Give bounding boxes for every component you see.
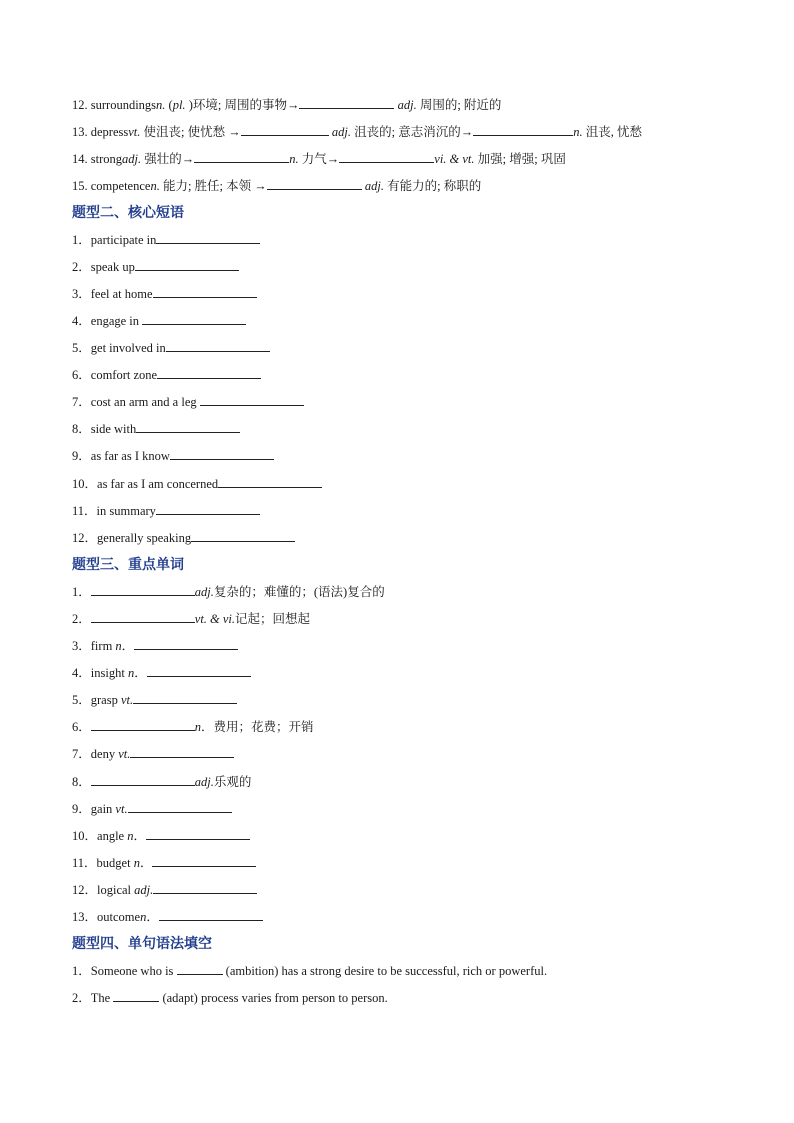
- sentence-end: (ambition) has a strong desire to be successful, rich or powerful.: [222, 964, 548, 979]
- punctuation: ．: [121, 639, 135, 654]
- answer-blank[interactable]: [241, 122, 329, 136]
- part-of-speech: adj.: [331, 124, 351, 139]
- item-number: 1．: [72, 584, 91, 599]
- item-number: 2．: [72, 259, 91, 274]
- item-number: 4．: [72, 313, 91, 328]
- part-of-speech: adj.: [397, 98, 417, 112]
- list-item: [72, 796, 732, 823]
- phrase: speak up: [90, 259, 135, 274]
- punctuation: ．: [146, 910, 159, 924]
- answer-blank[interactable]: [91, 582, 195, 596]
- item-number: 7．: [72, 747, 91, 762]
- meaning: 复杂的；难懂的；(语法)复合的: [213, 584, 385, 599]
- item-number: 8．: [72, 422, 91, 437]
- answer-blank[interactable]: [130, 744, 234, 758]
- answer-blank[interactable]: [170, 446, 274, 460]
- part-of-speech: n.: [156, 98, 166, 112]
- punctuation: ．: [134, 666, 147, 681]
- answer-blank[interactable]: [159, 907, 263, 921]
- answer-blank[interactable]: [91, 609, 195, 623]
- meaning: 沮丧, 忧愁: [582, 124, 642, 139]
- list-item: [72, 471, 732, 498]
- word-item-depress: [72, 119, 732, 146]
- item-number: 7．: [72, 395, 91, 410]
- paren-close: ): [185, 98, 193, 112]
- word: angle: [97, 828, 125, 843]
- grammar-fill-list: [72, 958, 732, 1012]
- item-number: 6．: [72, 368, 91, 383]
- part-of-speech: n: [194, 720, 202, 735]
- word: gain: [90, 801, 113, 816]
- punctuation: ．: [133, 828, 146, 843]
- item-number: 12．: [72, 882, 98, 897]
- word: insight: [90, 666, 125, 681]
- key-word-list: [72, 579, 732, 931]
- list-item: [72, 714, 732, 741]
- meaning: 记起；回想起: [235, 611, 311, 626]
- word: grasp: [90, 693, 118, 708]
- list-item: [72, 254, 732, 281]
- answer-blank[interactable]: [147, 663, 251, 677]
- answer-blank[interactable]: [152, 853, 256, 867]
- list-item: [72, 525, 732, 552]
- item-number: 3．: [72, 286, 91, 301]
- meaning: 加强; 增强; 巩固: [474, 151, 566, 166]
- list-item: [72, 281, 732, 308]
- list-item: [72, 904, 732, 931]
- answer-blank[interactable]: [299, 95, 394, 109]
- part-of-speech: vt.: [120, 693, 134, 708]
- part-of-speech: n: [133, 855, 140, 870]
- word: surroundings: [90, 98, 157, 112]
- item-number: 10．: [72, 476, 98, 491]
- list-item: [72, 335, 732, 362]
- word-item-surroundings: [72, 92, 732, 119]
- answer-blank[interactable]: [166, 338, 270, 352]
- answer-blank[interactable]: [177, 961, 223, 975]
- item-number: 13.: [72, 124, 88, 139]
- item-number: 2．: [72, 611, 91, 626]
- item-number: 2．: [72, 991, 91, 1006]
- part-of-speech: adj.: [194, 584, 214, 599]
- list-item: [72, 362, 732, 389]
- answer-blank[interactable]: [191, 528, 295, 542]
- meaning: ．费用；花费；开销: [201, 720, 314, 735]
- list-item: [72, 985, 732, 1012]
- item-number: 5．: [72, 693, 91, 708]
- phrase-list: [72, 227, 732, 552]
- part-of-speech: adj.: [134, 882, 154, 897]
- list-item: [72, 498, 732, 525]
- item-number: 3．: [72, 639, 91, 654]
- word: competence: [90, 178, 151, 193]
- item-number: 11．: [72, 503, 97, 518]
- answer-blank[interactable]: [146, 826, 250, 840]
- phrase: cost an arm and a leg: [90, 395, 200, 410]
- item-number: 8．: [72, 774, 91, 789]
- word-derivation-list: [72, 92, 732, 200]
- word-item-strong: [72, 146, 732, 173]
- meaning: 环境; 周围的事物→: [192, 98, 300, 112]
- section-heading-phrases: 题型二、核心短语: [72, 204, 184, 221]
- phrase: generally speaking: [97, 530, 192, 545]
- item-number: 1．: [72, 964, 91, 979]
- meaning: 沮丧的; 意志消沉的→: [351, 124, 474, 139]
- item-number: 15.: [72, 178, 88, 193]
- answer-blank[interactable]: [153, 284, 257, 298]
- item-number: 12．: [72, 530, 98, 545]
- list-item: [72, 416, 732, 443]
- list-item: [72, 850, 732, 877]
- phrase: feel at home: [90, 286, 153, 301]
- answer-blank[interactable]: [153, 880, 257, 894]
- part-of-speech: vi. & vt.: [434, 151, 475, 166]
- phrase: in summary: [96, 503, 156, 518]
- item-number: 9．: [72, 801, 91, 816]
- sentence-start: Someone who is: [90, 964, 177, 979]
- answer-blank[interactable]: [156, 501, 260, 515]
- part-of-speech: n.: [289, 151, 299, 166]
- phrase: side with: [90, 422, 137, 437]
- meaning: 力气→: [301, 151, 340, 166]
- answer-blank[interactable]: [194, 149, 289, 163]
- phrase: as far as I know: [90, 449, 170, 464]
- answer-blank[interactable]: [135, 257, 239, 271]
- worksheet-page: [72, 92, 732, 1012]
- part-of-speech: adj.: [122, 151, 142, 166]
- phrase: get involved in: [90, 341, 166, 356]
- answer-blank[interactable]: [142, 311, 246, 325]
- list-item: [72, 877, 732, 904]
- list-item: [72, 443, 732, 470]
- punctuation: ．: [139, 855, 153, 870]
- phrase: engage in: [90, 313, 143, 328]
- list-item: [72, 579, 732, 606]
- sentence-start: The: [90, 991, 114, 1006]
- section-heading-grammar-fill: 题型四、单句语法填空: [72, 936, 212, 953]
- answer-blank[interactable]: [133, 690, 237, 704]
- plural-marker: pl.: [172, 98, 186, 112]
- meaning: 乐观的: [213, 774, 252, 789]
- word: strong: [90, 151, 122, 166]
- list-item: [72, 741, 732, 768]
- list-item: [72, 606, 732, 633]
- item-number: 11．: [72, 855, 97, 870]
- item-number: 12.: [72, 98, 88, 112]
- answer-blank[interactable]: [91, 717, 195, 731]
- list-item: [72, 308, 732, 335]
- answer-blank[interactable]: [157, 365, 261, 379]
- answer-blank[interactable]: [218, 474, 322, 488]
- answer-blank[interactable]: [128, 799, 232, 813]
- answer-blank[interactable]: [136, 419, 240, 433]
- part-of-speech: n.: [573, 124, 583, 139]
- word: outcome: [97, 910, 141, 924]
- answer-blank[interactable]: [200, 392, 304, 406]
- part-of-speech: n.: [150, 178, 160, 193]
- word: budget: [96, 855, 131, 870]
- list-item: [72, 769, 732, 796]
- answer-blank[interactable]: [267, 176, 362, 190]
- list-item: [72, 227, 732, 254]
- list-item: [72, 633, 732, 660]
- answer-blank[interactable]: [339, 149, 434, 163]
- answer-blank[interactable]: [134, 636, 238, 650]
- item-number: 5．: [72, 341, 91, 356]
- list-item: [72, 389, 732, 416]
- item-number: 13．: [72, 910, 98, 924]
- part-of-speech: n: [140, 910, 147, 924]
- phrase: participate in: [90, 232, 157, 247]
- part-of-speech: n: [127, 828, 134, 843]
- word: logical: [97, 882, 132, 897]
- word: deny: [90, 747, 116, 762]
- part-of-speech: adj.: [364, 178, 384, 193]
- word: depress: [90, 124, 129, 139]
- section-heading-key-words: 题型三、重点单词: [72, 556, 184, 573]
- part-of-speech: vt. & vi.: [194, 611, 236, 626]
- answer-blank[interactable]: [473, 122, 573, 136]
- meaning: 使沮丧; 使忧愁 →: [140, 124, 241, 139]
- meaning: 有能力的; 称职的: [384, 178, 482, 193]
- meaning: 强壮的→: [141, 151, 195, 166]
- part-of-speech: vt.: [115, 801, 128, 816]
- answer-blank[interactable]: [156, 230, 260, 244]
- answer-blank[interactable]: [113, 988, 159, 1002]
- item-number: 1．: [72, 232, 91, 247]
- item-number: 6．: [72, 720, 91, 735]
- item-number: 4．: [72, 666, 91, 681]
- word-item-competence: [72, 173, 732, 200]
- part-of-speech: n: [115, 639, 122, 654]
- phrase: comfort zone: [90, 368, 158, 383]
- list-item: [72, 958, 732, 985]
- list-item: [72, 660, 732, 687]
- part-of-speech: n: [127, 666, 135, 681]
- item-number: 14.: [72, 151, 88, 166]
- part-of-speech: adj.: [194, 774, 214, 789]
- word: firm: [90, 639, 113, 654]
- item-number: 9．: [72, 449, 91, 464]
- sentence-end: (adapt) process varies from person to person.: [159, 991, 388, 1006]
- phrase: as far as I am concerned: [97, 476, 219, 491]
- list-item: [72, 823, 732, 850]
- meaning: 周围的; 附近的: [416, 98, 502, 112]
- list-item: [72, 687, 732, 714]
- meaning: 能力; 胜任; 本领 →: [159, 178, 267, 193]
- part-of-speech: vt.: [128, 124, 141, 139]
- answer-blank[interactable]: [91, 772, 195, 786]
- item-number: 10．: [72, 828, 98, 843]
- paren-open: (: [165, 98, 173, 112]
- part-of-speech: vt.: [118, 747, 131, 762]
